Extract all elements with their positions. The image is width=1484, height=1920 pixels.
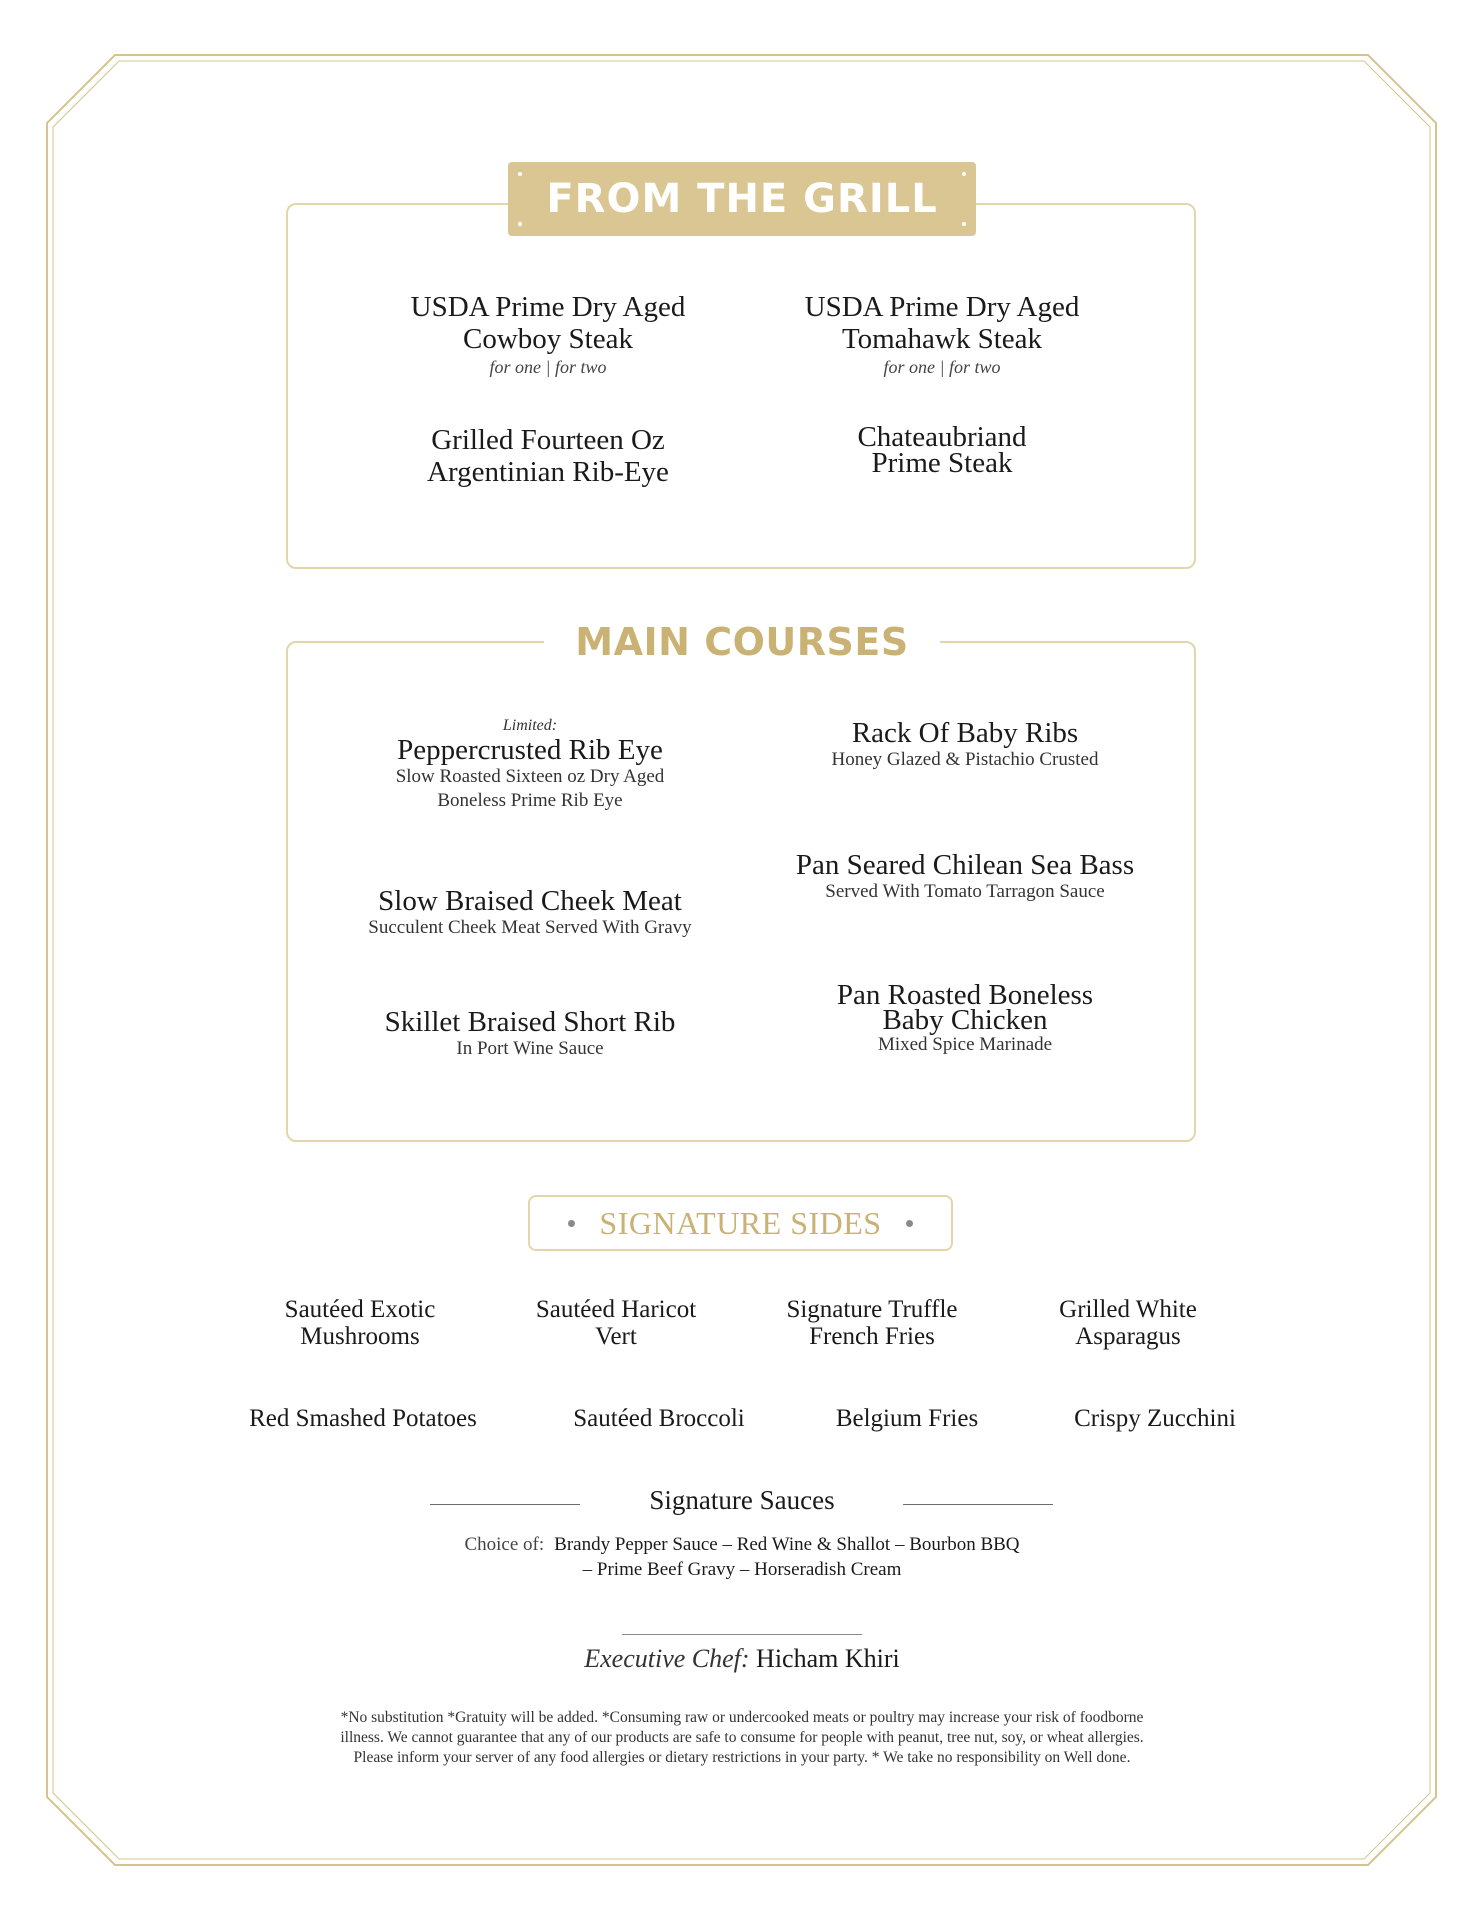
side-item: Sautéed Haricot Vert — [535, 1296, 697, 1350]
side-item: Crispy Zucchini — [1074, 1405, 1236, 1432]
main-item-baby-ribs: Rack Of Baby Ribs Honey Glazed & Pistachio Crusted — [831, 717, 1099, 770]
limited-tag: Limited: — [502, 717, 558, 734]
main-item-cheek-meat: Slow Braised Cheek Meat Succulent Cheek Meat Served With Gravy — [368, 885, 692, 938]
side-item: Grilled White Asparagus — [1059, 1296, 1197, 1350]
grill-banner — [508, 162, 976, 236]
grill-item-ribeye: Grilled Fourteen Oz Argentinian Rib-Eye — [427, 424, 669, 488]
main-item-baby-chicken: Pan Roasted Boneless Baby Chicken Mixed Spice Marinade — [836, 979, 1094, 1055]
executive-chef: Executive Chef: Hicham Khiri — [584, 1644, 900, 1673]
signature-sides-badge — [528, 1195, 953, 1251]
grill-item-chateaubriand: Chateaubriand Prime Steak — [857, 421, 1027, 479]
grill-item-tomahawk: USDA Prime Dry Aged Tomahawk Steak for one | for two — [804, 291, 1080, 377]
bullet-icon — [906, 1220, 913, 1227]
grill-title: FROM THE GRILL — [546, 176, 938, 222]
side-item: Sautéed Broccoli — [573, 1405, 745, 1432]
signature-sauces-title: Signature Sauces — [649, 1485, 835, 1515]
main-item-sea-bass: Pan Seared Chilean Sea Bass Served With Tomato Tarragon Sauce — [795, 849, 1135, 902]
main-item-peppercrusted: Limited: Peppercrusted Rib Eye Slow Roasted Sixteen oz Dry Aged Boneless Prime Rib Eye — [330, 717, 730, 813]
side-item: Sautéed Exotic Mushrooms — [284, 1296, 436, 1350]
sauces-label: Choice of: — [464, 1534, 545, 1555]
bullet-icon — [568, 1220, 575, 1227]
divider — [622, 1634, 862, 1635]
side-item: Signature Truffle French Fries — [786, 1296, 958, 1350]
signature-sides-title: SIGNATURE SIDES — [599, 1204, 882, 1241]
main-courses-title: MAIN COURSES — [575, 620, 909, 664]
grill-section — [286, 203, 1196, 569]
disclaimer: *No substitution *Gratuity will be added. *Consuming raw or undercooked meats or poultry may increase your risk of foodborne illness. We cannot guarantee that any of our products are safe to consume for people with peanut, tree nut, soy, or wheat allergies. Please inform your server of any food allergies or dietary restrictions in your party. * We take no responsibility on Well done. — [340, 1709, 1144, 1766]
side-item: Belgium Fries — [835, 1405, 979, 1432]
side-item: Red Smashed Potatoes — [249, 1405, 477, 1432]
main-title-wrap — [544, 614, 940, 670]
sauces-list: Choice of: Brandy Pepper Sauce – Red Wine & Shallot – Bourbon BBQ – Prime Beef Gravy – Horseradish Cream — [464, 1534, 1020, 1580]
main-item-short-rib: Skillet Braised Short Rib In Port Wine Sauce — [384, 1006, 676, 1059]
grill-item-cowboy: USDA Prime Dry Aged Cowboy Steak for one | for two — [410, 291, 686, 377]
